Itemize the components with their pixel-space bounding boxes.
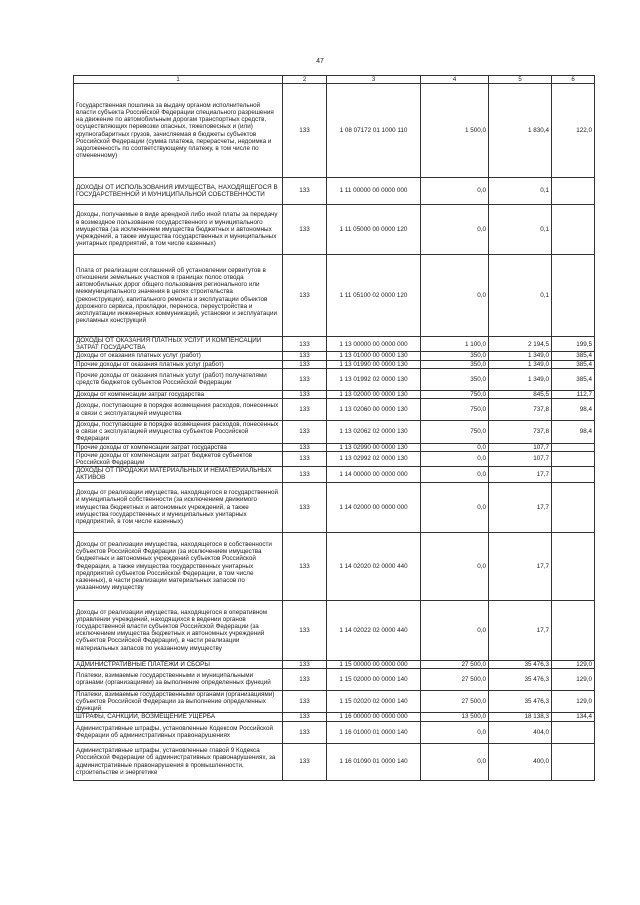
header-row [74, 76, 595, 84]
row-percent: 199,5 [552, 337, 595, 352]
row-plan-amount: 0,0 [421, 467, 489, 482]
table-row [74, 532, 595, 600]
row-budget-code: 1 08 07172 01 1000 110 [327, 84, 421, 178]
row-percent [552, 482, 595, 532]
row-admin-code: 133 [283, 660, 327, 668]
row-budget-code: 1 14 02000 00 0000 000 [327, 482, 421, 532]
row-admin-code: 133 [283, 421, 327, 444]
row-budget-code: 1 11 05000 00 0000 120 [327, 205, 421, 255]
row-admin-code: 133 [283, 443, 327, 451]
row-admin-code: 133 [283, 721, 327, 743]
row-percent [552, 743, 595, 780]
table-row [74, 451, 595, 466]
row-plan-amount: 0,0 [421, 532, 489, 600]
row-plan-amount: 750,0 [421, 390, 489, 398]
row-admin-code: 133 [283, 668, 327, 690]
row-name: ДОХОДЫ ОТ ПРОДАЖИ МАТЕРИАЛЬНЫХ И НЕМАТЕРИАЛЬНЫХ АКТИВОВ [74, 467, 283, 482]
row-budget-code: 1 13 01990 00 0000 130 [327, 360, 421, 368]
row-budget-code: 1 11 00000 00 0000 000 [327, 178, 421, 205]
row-plan-amount: 13 500,0 [421, 713, 489, 721]
row-admin-code: 133 [283, 690, 327, 713]
row-plan-amount: 750,0 [421, 399, 489, 421]
row-name: ДОХОДЫ ОТ ОКАЗАНИЯ ПЛАТНЫХ УСЛУГ И КОМПЕНСАЦИИ ЗАТРАТ ГОСУДАРСТВА [74, 337, 283, 352]
table-header [74, 76, 595, 84]
table-row [74, 690, 595, 713]
table-row [74, 713, 595, 721]
header-col-6: 6 [552, 76, 595, 84]
row-percent [552, 721, 595, 743]
row-percent: 129,0 [552, 668, 595, 690]
row-admin-code: 133 [283, 360, 327, 368]
row-percent [552, 532, 595, 600]
row-percent [552, 467, 595, 482]
row-fact-amount: 404,0 [489, 721, 552, 743]
row-percent: 129,0 [552, 660, 595, 668]
row-budget-code: 1 14 00000 00 0000 000 [327, 467, 421, 482]
row-percent: 112,7 [552, 390, 595, 398]
row-fact-amount: 17,7 [489, 482, 552, 532]
table-row [74, 337, 595, 352]
row-plan-amount: 0,0 [421, 178, 489, 205]
row-fact-amount: 1 349,0 [489, 360, 552, 368]
table-row [74, 399, 595, 421]
row-budget-code: 1 13 00000 00 0000 000 [327, 337, 421, 352]
row-budget-code: 1 15 02020 02 0000 140 [327, 690, 421, 713]
row-plan-amount: 1 100,0 [421, 337, 489, 352]
row-name: ДОХОДЫ ОТ ИСПОЛЬЗОВАНИЯ ИМУЩЕСТВА, НАХОДЯЩЕГОСЯ В ГОСУДАРСТВЕННОЙ И МУНИЦИПАЛЬНОЙ СОБСТВЕННОСТИ [74, 178, 283, 205]
row-percent [552, 600, 595, 660]
row-admin-code: 133 [283, 337, 327, 352]
row-name: Доходы, получаемые в виде арендной либо иной платы за передачу в возмездное пользование государственного и муниципального имущества (за исключением имущества бюджетных и автономных учреждений, а также имущества государственных и муниципальных унитарных предприятий, в том числе казенных) [74, 205, 283, 255]
row-plan-amount: 1 500,0 [421, 84, 489, 178]
table-row [74, 467, 595, 482]
row-fact-amount: 737,8 [489, 421, 552, 444]
row-name: АДМИНИСТРАТИВНЫЕ ПЛАТЕЖИ И СБОРЫ [74, 660, 283, 668]
row-fact-amount: 18 138,3 [489, 713, 552, 721]
header-col-3: 3 [327, 76, 421, 84]
row-plan-amount: 0,0 [421, 451, 489, 466]
row-fact-amount: 1 830,4 [489, 84, 552, 178]
row-percent [552, 443, 595, 451]
row-percent: 385,4 [552, 352, 595, 360]
row-fact-amount: 35 476,3 [489, 690, 552, 713]
row-name: Административные штрафы, установленные главой 9 Кодекса Российской Федерации об административных правонарушениях, за административные правонарушения в промышленности, строительстве и энергетике [74, 743, 283, 780]
row-budget-code: 1 13 02062 02 0000 130 [327, 421, 421, 444]
row-fact-amount: 17,7 [489, 532, 552, 600]
row-admin-code: 133 [283, 205, 327, 255]
row-budget-code: 1 16 01000 01 0000 140 [327, 721, 421, 743]
row-percent: 134,4 [552, 713, 595, 721]
row-plan-amount: 0,0 [421, 205, 489, 255]
table-row [74, 721, 595, 743]
table-row [74, 390, 595, 398]
row-name: Прочие доходы от компенсации затрат государства [74, 443, 283, 451]
row-budget-code: 1 16 01090 01 0000 140 [327, 743, 421, 780]
row-fact-amount: 400,0 [489, 743, 552, 780]
header-col-5: 5 [489, 76, 552, 84]
table-row [74, 421, 595, 444]
row-admin-code: 133 [283, 600, 327, 660]
row-admin-code: 133 [283, 713, 327, 721]
row-name: Доходы от реализации имущества, находящегося в оперативном управлении учреждений, находящихся в ведении органов государственной власти субъектов Российской Федерации (за исключением имущества бюджетных и автономных учреждений субъектов Российской Федерации), в части реализации материальных запасов по указанному имуществу [74, 600, 283, 660]
row-fact-amount: 17,7 [489, 467, 552, 482]
row-admin-code: 133 [283, 255, 327, 337]
row-budget-code: 1 13 02992 02 0000 130 [327, 451, 421, 466]
row-budget-code: 1 14 02022 02 0000 440 [327, 600, 421, 660]
row-plan-amount: 350,0 [421, 360, 489, 368]
row-fact-amount: 17,7 [489, 600, 552, 660]
row-name: Доходы от реализации имущества, находящегося в собственности субъектов Российской Федерации (за исключением имущества бюджетных и автономных учреждений субъектов Российской Федерации, а также имущества государственных унитарных предприятий субъектов Российской Федерации, в том числе казенных), в части реализации материальных запасов по указанному имуществу [74, 532, 283, 600]
row-plan-amount: 350,0 [421, 352, 489, 360]
row-admin-code: 133 [283, 467, 327, 482]
row-budget-code: 1 15 00000 00 0000 000 [327, 660, 421, 668]
table-row [74, 668, 595, 690]
row-plan-amount: 0,0 [421, 600, 489, 660]
row-admin-code: 133 [283, 178, 327, 205]
row-name: Доходы от оказания платных услуг (работ) [74, 352, 283, 360]
table-row [74, 178, 595, 205]
row-plan-amount: 0,0 [421, 743, 489, 780]
row-plan-amount: 0,0 [421, 443, 489, 451]
table-row [74, 352, 595, 360]
row-percent: 122,0 [552, 84, 595, 178]
row-fact-amount: 0,1 [489, 178, 552, 205]
row-percent: 385,4 [552, 368, 595, 390]
row-name: Доходы от компенсации затрат государства [74, 390, 283, 398]
table-row [74, 660, 595, 668]
row-percent: 98,4 [552, 421, 595, 444]
row-percent [552, 205, 595, 255]
row-admin-code: 133 [283, 399, 327, 421]
row-name: Доходы от реализации имущества, находящегося в государственной и муниципальной собственности (за исключением движимого имущества бюджетных и автономных учреждений, а также имущества государственных и муниципальных унитарных предприятий, в том числе казенных) [74, 482, 283, 532]
row-admin-code: 133 [283, 352, 327, 360]
row-admin-code: 133 [283, 84, 327, 178]
header-col-4: 4 [421, 76, 489, 84]
table-row [74, 482, 595, 532]
row-budget-code: 1 11 05100 02 0000 120 [327, 255, 421, 337]
row-budget-code: 1 13 02000 00 0000 130 [327, 390, 421, 398]
table-row [74, 360, 595, 368]
header-col-2: 2 [283, 76, 327, 84]
row-percent [552, 255, 595, 337]
row-fact-amount: 0,1 [489, 255, 552, 337]
row-budget-code: 1 14 02020 02 0000 440 [327, 532, 421, 600]
row-fact-amount: 35 476,3 [489, 668, 552, 690]
row-budget-code: 1 13 01992 02 0000 130 [327, 368, 421, 390]
table-row [74, 743, 595, 780]
row-fact-amount: 0,1 [489, 205, 552, 255]
row-fact-amount: 107,7 [489, 451, 552, 466]
row-name: Доходы, поступающие в порядке возмещения расходов, понесенных в связи с эксплуатацией имущества [74, 399, 283, 421]
row-plan-amount: 27 500,0 [421, 660, 489, 668]
row-admin-code: 133 [283, 368, 327, 390]
row-plan-amount: 0,0 [421, 721, 489, 743]
row-name: ШТРАФЫ, САНКЦИИ, ВОЗМЕЩЕНИЕ УЩЕРБА [74, 713, 283, 721]
row-fact-amount: 845,5 [489, 390, 552, 398]
row-admin-code: 133 [283, 390, 327, 398]
row-plan-amount: 27 500,0 [421, 668, 489, 690]
row-percent [552, 451, 595, 466]
row-percent: 129,0 [552, 690, 595, 713]
table-row [74, 84, 595, 178]
row-percent: 385,4 [552, 360, 595, 368]
row-budget-code: 1 16 00000 00 0000 000 [327, 713, 421, 721]
row-fact-amount: 1 349,0 [489, 368, 552, 390]
row-plan-amount: 27 500,0 [421, 690, 489, 713]
row-percent [552, 178, 595, 205]
table-row [74, 443, 595, 451]
row-admin-code: 133 [283, 743, 327, 780]
row-plan-amount: 750,0 [421, 421, 489, 444]
row-admin-code: 133 [283, 451, 327, 466]
row-plan-amount: 0,0 [421, 482, 489, 532]
row-fact-amount: 1 349,0 [489, 352, 552, 360]
row-name: Прочие доходы от оказания платных услуг (работ) получателями средств бюджетов субъектов Российской Федерации [74, 368, 283, 390]
table-row [74, 255, 595, 337]
row-admin-code: 133 [283, 532, 327, 600]
revenue-table [73, 75, 595, 781]
row-budget-code: 1 15 02000 00 0000 140 [327, 668, 421, 690]
row-name: Платежи, взимаемые государственными и муниципальными органами (организациями) за выполнение определенных функций [74, 668, 283, 690]
row-plan-amount: 350,0 [421, 368, 489, 390]
row-name: Платежи, взимаемые государственными органами (организациями) субъектов Российской Федерации за выполнение определенных функций [74, 690, 283, 713]
page-number: 47 [316, 58, 324, 65]
table-row [74, 205, 595, 255]
row-name: Административные штрафы, установленные Кодексом Российской Федерации об административных правонарушениях [74, 721, 283, 743]
row-fact-amount: 2 194,5 [489, 337, 552, 352]
row-fact-amount: 107,7 [489, 443, 552, 451]
row-budget-code: 1 13 02060 00 0000 130 [327, 399, 421, 421]
row-budget-code: 1 13 02990 00 0000 130 [327, 443, 421, 451]
table-row [74, 600, 595, 660]
row-name: Доходы, поступающие в порядке возмещения расходов, понесенных в связи с эксплуатацией имущества субъектов Российской Федерации [74, 421, 283, 444]
row-fact-amount: 737,8 [489, 399, 552, 421]
row-budget-code: 1 13 01000 00 0000 130 [327, 352, 421, 360]
row-name: Государственная пошлина за выдачу органом исполнительной власти субъекта Российской Федерации специального разрешения на движение по автомобильным дорогам транспортных средств, осуществляющих перевозки опасных, тяжеловесных и (или) крупногабаритных грузов, зачисляемая в бюджеты субъектов Российской Федерации (сумма платежа, перерасчеты, недоимка и задолженность по соответствующему платежу, в том числе по отмененному) [74, 84, 283, 178]
row-admin-code: 133 [283, 482, 327, 532]
row-percent: 98,4 [552, 399, 595, 421]
header-col-1: 1 [74, 76, 283, 84]
row-plan-amount: 0,0 [421, 255, 489, 337]
row-name: Плата от реализации соглашений об установлении сервитутов в отношении земельных участков в границах полос отвода автомобильных дорог общего пользования регионального или межмуниципального значения в целях строительства (реконструкции), капитального ремонта и эксплуатации объектов дорожного сервиса, прокладки, переноса, переустройства и эксплуатации инженерных коммуникаций, установки и эксплуатации рекламных конструкций [74, 255, 283, 337]
table-body [74, 84, 595, 781]
row-name: Прочие доходы от компенсации затрат бюджетов субъектов Российской Федерации [74, 451, 283, 466]
row-fact-amount: 35 476,3 [489, 660, 552, 668]
row-name: Прочие доходы от оказания платных услуг (работ) [74, 360, 283, 368]
table-row [74, 368, 595, 390]
